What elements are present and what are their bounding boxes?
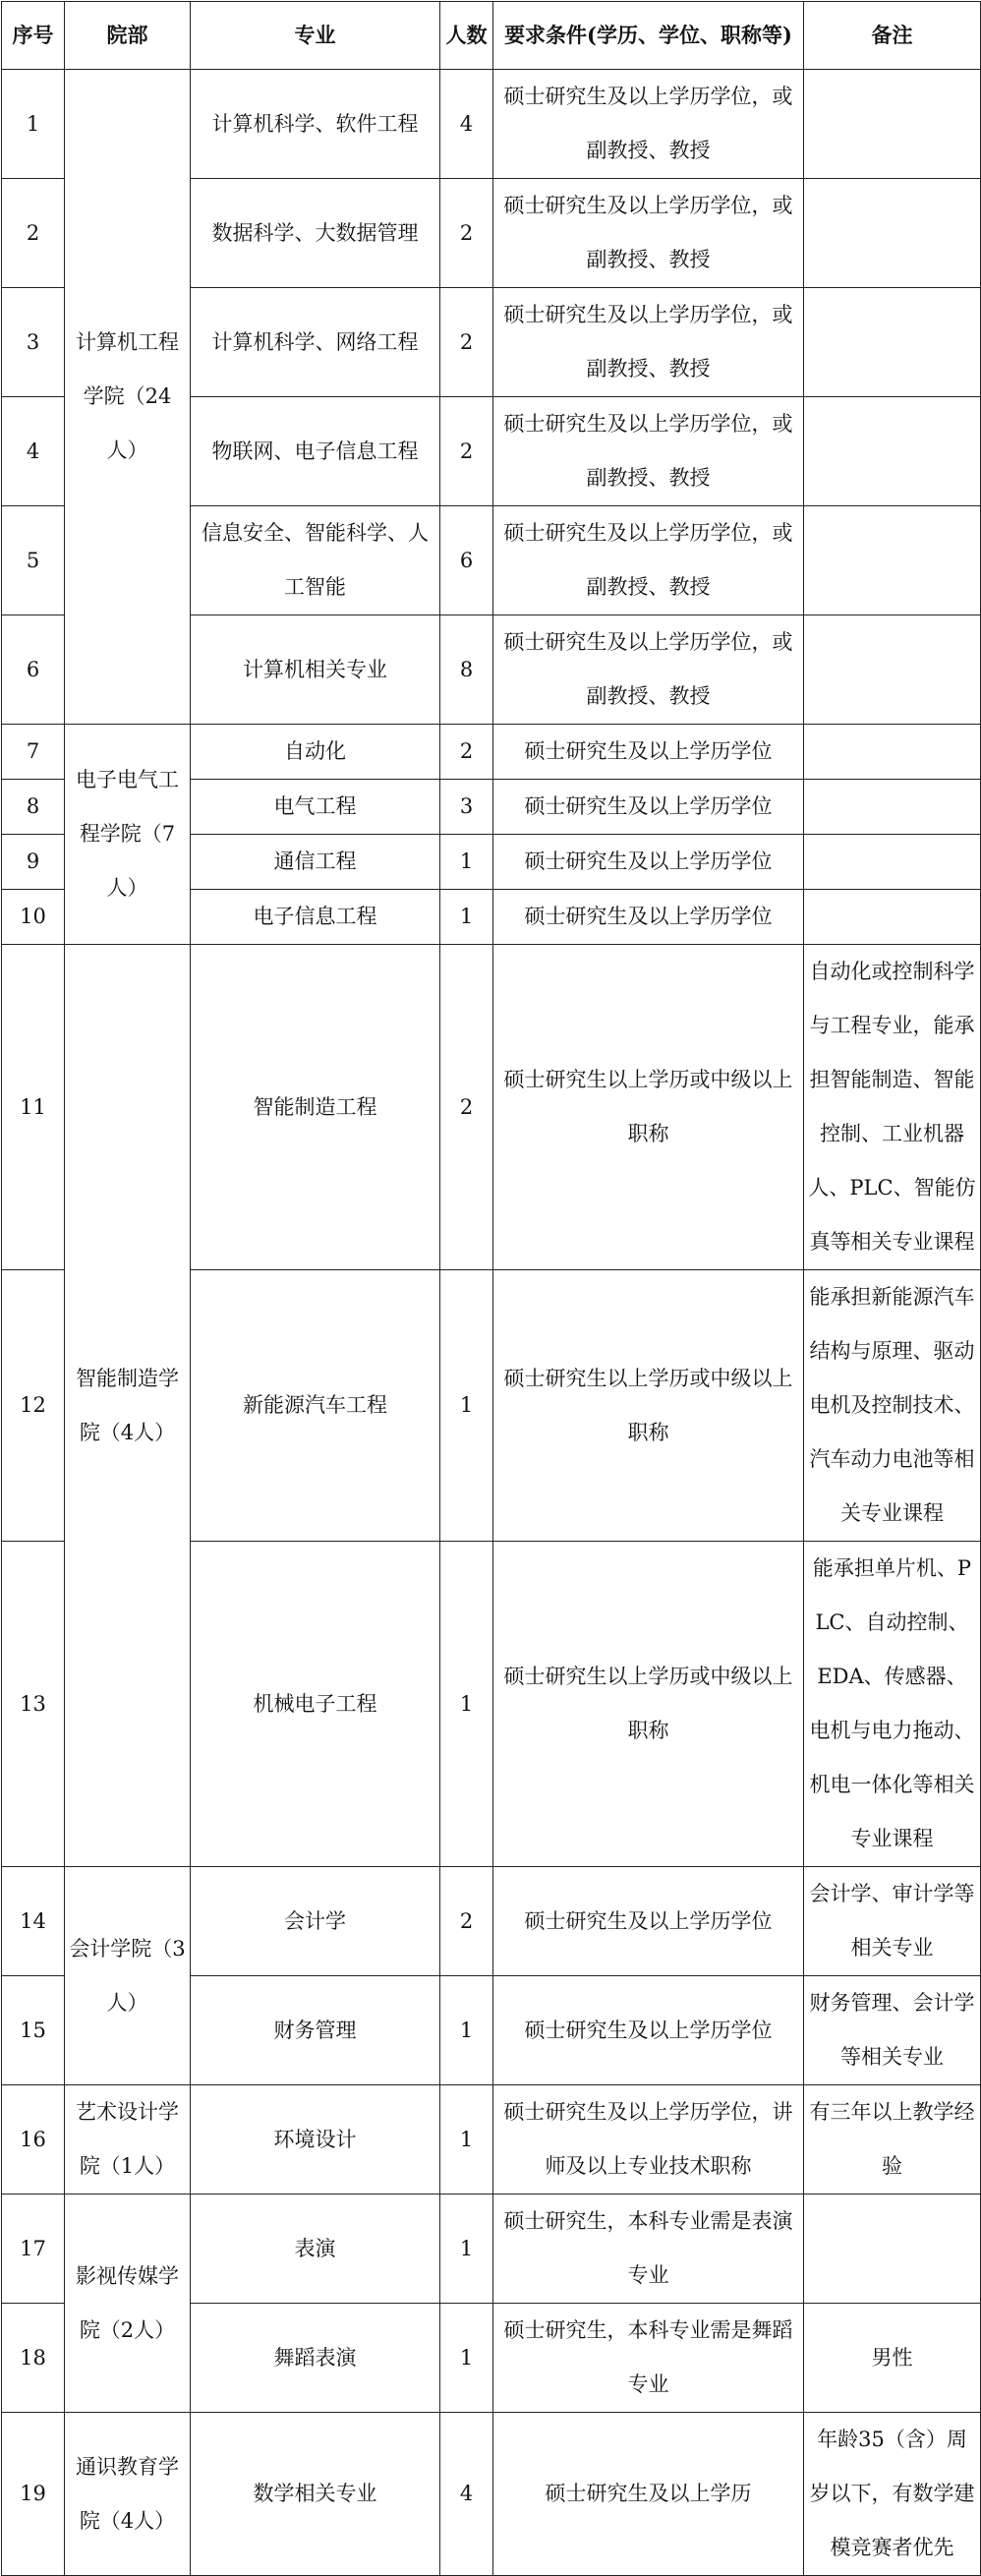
row-note bbox=[804, 179, 981, 288]
row-note bbox=[804, 835, 981, 890]
row-count: 2 bbox=[440, 288, 493, 397]
row-note bbox=[804, 397, 981, 506]
row-count: 1 bbox=[440, 2195, 493, 2304]
row-note bbox=[804, 2195, 981, 2304]
row-count: 1 bbox=[440, 1542, 493, 1867]
row-major: 会计学 bbox=[191, 1867, 440, 1976]
row-req: 硕士研究生及以上学历学位 bbox=[493, 890, 804, 945]
table-row bbox=[2, 945, 981, 1270]
recruitment-table bbox=[1, 1, 981, 2576]
header-row bbox=[2, 2, 981, 70]
row-no: 7 bbox=[2, 725, 65, 780]
row-note bbox=[804, 725, 981, 780]
row-major: 数学相关专业 bbox=[191, 2413, 440, 2576]
row-no: 4 bbox=[2, 397, 65, 506]
row-count: 4 bbox=[440, 70, 493, 179]
row-note: 会计学、审计学等相关专业 bbox=[804, 1867, 981, 1976]
row-req: 硕士研究生及以上学历学位，或副教授、教授 bbox=[493, 615, 804, 725]
row-req: 硕士研究生及以上学历学位 bbox=[493, 780, 804, 835]
header-count: 人数 bbox=[440, 2, 493, 70]
row-count: 1 bbox=[440, 835, 493, 890]
row-note: 男性 bbox=[804, 2304, 981, 2413]
row-no: 3 bbox=[2, 288, 65, 397]
row-no: 16 bbox=[2, 2085, 65, 2195]
row-no: 6 bbox=[2, 615, 65, 725]
header-dept: 院部 bbox=[65, 2, 191, 70]
row-note bbox=[804, 70, 981, 179]
header-note: 备注 bbox=[804, 2, 981, 70]
row-note: 能承担新能源汽车结构与原理、驱动电机及控制技术、汽车动力电池等相关专业课程 bbox=[804, 1270, 981, 1542]
row-major: 机械电子工程 bbox=[191, 1542, 440, 1867]
row-major: 电子信息工程 bbox=[191, 890, 440, 945]
row-req: 硕士研究生及以上学历学位，或副教授、教授 bbox=[493, 506, 804, 615]
row-major: 计算机相关专业 bbox=[191, 615, 440, 725]
row-note: 能承担单片机、PLC、自动控制、EDA、传感器、电机与电力拖动、机电一体化等相关专业课程 bbox=[804, 1542, 981, 1867]
dept-cell: 电子电气工程学院（7人） bbox=[65, 725, 191, 945]
row-req: 硕士研究生以上学历或中级以上职称 bbox=[493, 945, 804, 1270]
row-note: 年龄35（含）周岁以下，有数学建模竞赛者优先 bbox=[804, 2413, 981, 2576]
row-req: 硕士研究生及以上学历学位，或副教授、教授 bbox=[493, 288, 804, 397]
header-req: 要求条件(学历、学位、职称等) bbox=[493, 2, 804, 70]
row-major: 智能制造工程 bbox=[191, 945, 440, 1270]
row-no: 9 bbox=[2, 835, 65, 890]
row-no: 10 bbox=[2, 890, 65, 945]
row-req: 硕士研究生及以上学历学位 bbox=[493, 1867, 804, 1976]
table-row bbox=[2, 2413, 981, 2576]
row-req: 硕士研究生以上学历或中级以上职称 bbox=[493, 1270, 804, 1542]
row-major: 表演 bbox=[191, 2195, 440, 2304]
row-count: 1 bbox=[440, 1976, 493, 2085]
row-no: 8 bbox=[2, 780, 65, 835]
row-no: 15 bbox=[2, 1976, 65, 2085]
row-no: 12 bbox=[2, 1270, 65, 1542]
row-no: 13 bbox=[2, 1542, 65, 1867]
dept-cell: 艺术设计学院（1人） bbox=[65, 2085, 191, 2195]
row-no: 14 bbox=[2, 1867, 65, 1976]
row-count: 1 bbox=[440, 1270, 493, 1542]
row-no: 18 bbox=[2, 2304, 65, 2413]
row-req: 硕士研究生，本科专业需是表演专业 bbox=[493, 2195, 804, 2304]
row-no: 11 bbox=[2, 945, 65, 1270]
row-req: 硕士研究生及以上学历学位，或副教授、教授 bbox=[493, 397, 804, 506]
row-major: 自动化 bbox=[191, 725, 440, 780]
row-note bbox=[804, 615, 981, 725]
row-note bbox=[804, 288, 981, 397]
row-count: 1 bbox=[440, 2304, 493, 2413]
row-note: 自动化或控制科学与工程专业，能承担智能制造、智能控制、工业机器人、PLC、智能仿真等相关专业课程 bbox=[804, 945, 981, 1270]
row-req: 硕士研究生及以上学历学位 bbox=[493, 725, 804, 780]
row-req: 硕士研究生及以上学历学位 bbox=[493, 1976, 804, 2085]
row-major: 通信工程 bbox=[191, 835, 440, 890]
row-major: 电气工程 bbox=[191, 780, 440, 835]
row-req: 硕士研究生以上学历或中级以上职称 bbox=[493, 1542, 804, 1867]
row-major: 物联网、电子信息工程 bbox=[191, 397, 440, 506]
row-major: 财务管理 bbox=[191, 1976, 440, 2085]
row-note bbox=[804, 780, 981, 835]
row-major: 计算机科学、软件工程 bbox=[191, 70, 440, 179]
dept-cell: 智能制造学院（4人） bbox=[65, 945, 191, 1867]
row-count: 8 bbox=[440, 615, 493, 725]
row-no: 1 bbox=[2, 70, 65, 179]
row-count: 6 bbox=[440, 506, 493, 615]
table-row bbox=[2, 70, 981, 179]
row-req: 硕士研究生，本科专业需是舞蹈专业 bbox=[493, 2304, 804, 2413]
row-req: 硕士研究生及以上学历学位，或副教授、教授 bbox=[493, 179, 804, 288]
table-row bbox=[2, 2085, 981, 2195]
table-row bbox=[2, 725, 981, 780]
row-count: 2 bbox=[440, 1867, 493, 1976]
row-req: 硕士研究生及以上学历学位，讲师及以上专业技术职称 bbox=[493, 2085, 804, 2195]
row-count: 2 bbox=[440, 179, 493, 288]
row-no: 5 bbox=[2, 506, 65, 615]
row-count: 2 bbox=[440, 725, 493, 780]
row-count: 2 bbox=[440, 397, 493, 506]
dept-cell: 通识教育学院（4人） bbox=[65, 2413, 191, 2576]
row-major: 数据科学、大数据管理 bbox=[191, 179, 440, 288]
table-row bbox=[2, 1867, 981, 1976]
row-major: 信息安全、智能科学、人工智能 bbox=[191, 506, 440, 615]
row-req: 硕士研究生及以上学历 bbox=[493, 2413, 804, 2576]
row-count: 4 bbox=[440, 2413, 493, 2576]
header-no: 序号 bbox=[2, 2, 65, 70]
row-major: 环境设计 bbox=[191, 2085, 440, 2195]
row-note: 财务管理、会计学等相关专业 bbox=[804, 1976, 981, 2085]
row-major: 舞蹈表演 bbox=[191, 2304, 440, 2413]
row-no: 17 bbox=[2, 2195, 65, 2304]
row-major: 新能源汽车工程 bbox=[191, 1270, 440, 1542]
row-count: 3 bbox=[440, 780, 493, 835]
dept-cell: 影视传媒学院（2人） bbox=[65, 2195, 191, 2413]
row-note bbox=[804, 506, 981, 615]
row-major: 计算机科学、网络工程 bbox=[191, 288, 440, 397]
row-count: 2 bbox=[440, 945, 493, 1270]
dept-cell: 会计学院（3人） bbox=[65, 1867, 191, 2085]
table-row bbox=[2, 2195, 981, 2304]
row-req: 硕士研究生及以上学历学位 bbox=[493, 835, 804, 890]
row-note: 有三年以上教学经验 bbox=[804, 2085, 981, 2195]
row-count: 1 bbox=[440, 2085, 493, 2195]
row-req: 硕士研究生及以上学历学位，或副教授、教授 bbox=[493, 70, 804, 179]
row-count: 1 bbox=[440, 890, 493, 945]
row-note bbox=[804, 890, 981, 945]
header-major: 专业 bbox=[191, 2, 440, 70]
row-no: 2 bbox=[2, 179, 65, 288]
row-no: 19 bbox=[2, 2413, 65, 2576]
dept-cell: 计算机工程学院（24人） bbox=[65, 70, 191, 725]
